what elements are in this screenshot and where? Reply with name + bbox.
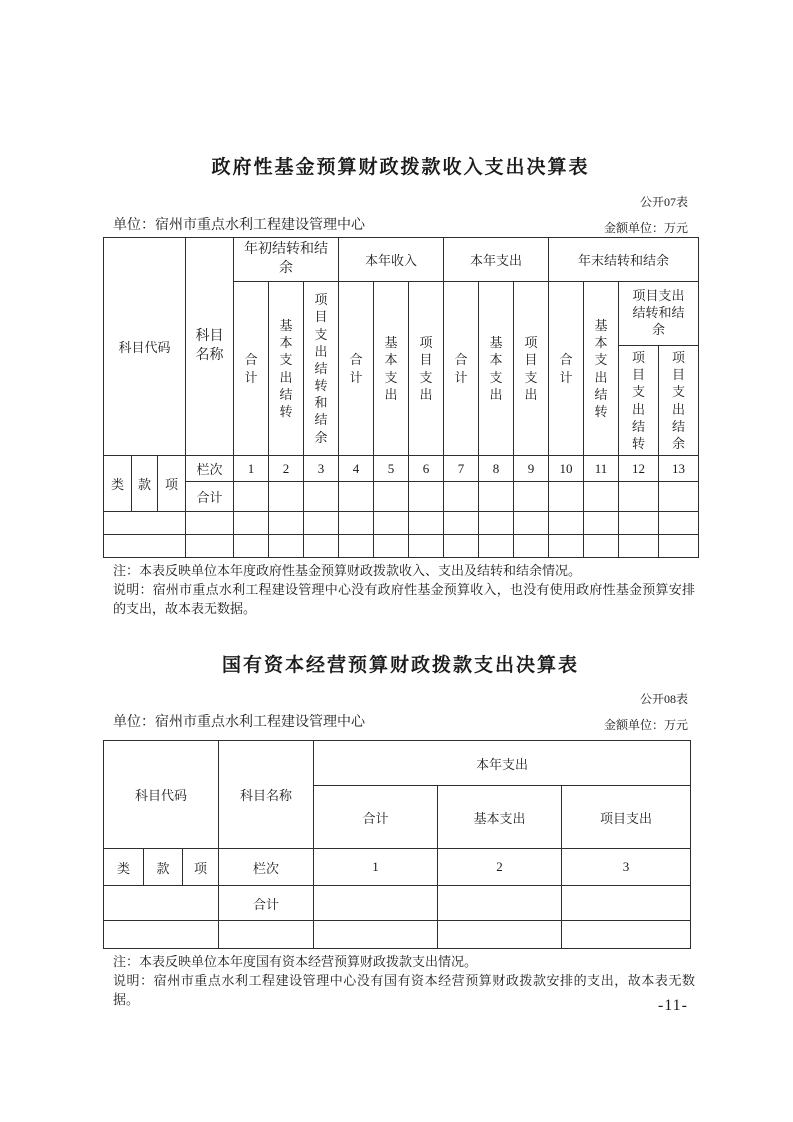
th-group-current-year-expense: 本年支出 — [314, 741, 691, 786]
th-subject-code: 科目代码 — [104, 741, 219, 849]
empty-cell — [186, 512, 234, 535]
empty-cell — [314, 921, 438, 949]
col-number: 4 — [339, 456, 374, 482]
empty-cell — [219, 921, 314, 949]
col-number: 6 — [409, 456, 444, 482]
empty-cell — [186, 535, 234, 558]
col-number: 3 — [562, 849, 691, 886]
th-class: 类 — [104, 456, 132, 512]
empty-cell — [479, 512, 514, 535]
col-number: 5 — [374, 456, 409, 482]
th-begin-basic-carryover: 基本支出结转 — [269, 282, 304, 456]
th-group-current-year-expense: 本年支出 — [444, 238, 549, 282]
empty-cell — [562, 886, 691, 921]
empty-cell — [234, 482, 269, 512]
empty-cell — [409, 512, 444, 535]
col-number: 3 — [304, 456, 339, 482]
empty-cell — [444, 535, 479, 558]
empty-code-cell — [104, 535, 186, 558]
th-group-current-year-income: 本年收入 — [339, 238, 444, 282]
table2-note-line: 注：本表反映单位本年度国有资本经营预算财政拨款支出情况。 — [113, 954, 478, 969]
table1-explain-line: 说明：宿州市重点水利工程建设管理中心没有政府性基金预算收入，也没有使用政府性基金预算安排的支出，故本表无数据。 — [113, 582, 695, 616]
empty-cell — [584, 512, 619, 535]
th-income-basic: 基本支出 — [374, 282, 409, 456]
col-number: 7 — [444, 456, 479, 482]
empty-cell — [444, 482, 479, 512]
table1-form-number: 公开07表 — [639, 195, 688, 209]
col-number: 13 — [659, 456, 699, 482]
total-row-label: 合计 — [219, 886, 314, 921]
table1-title: 政府性基金预算财政拨款收入支出决算表 — [211, 157, 590, 178]
table1-notes — [113, 561, 695, 618]
empty-cell — [514, 535, 549, 558]
empty-cell — [549, 482, 584, 512]
th-group-year-end-balance: 年末结转和结余 — [549, 238, 699, 282]
table2-form-number: 公开08表 — [639, 692, 688, 706]
empty-cell — [409, 535, 444, 558]
empty-cell — [269, 535, 304, 558]
th-end-project-carryover: 项目支出结转 — [619, 346, 659, 456]
table2-amount-unit-label: 金额单位：万元 — [603, 718, 688, 732]
th-end-basic-carryover: 基本支出结转 — [584, 282, 619, 456]
empty-cell — [562, 921, 691, 949]
th-lanci: 栏次 — [219, 849, 314, 886]
empty-cell — [619, 482, 659, 512]
col-number: 8 — [479, 456, 514, 482]
page-number: -11- — [657, 997, 688, 1014]
th-subject-code: 科目代码 — [104, 238, 186, 456]
th-expense-project: 项目支出 — [514, 282, 549, 456]
col-number: 2 — [269, 456, 304, 482]
empty-cell — [659, 482, 699, 512]
empty-cell — [339, 482, 374, 512]
empty-cell — [479, 535, 514, 558]
th-item: 项 — [158, 456, 186, 512]
empty-cell — [659, 535, 699, 558]
empty-cell — [304, 512, 339, 535]
th-expense-total: 合计 — [444, 282, 479, 456]
empty-cell — [444, 512, 479, 535]
begin-year-balance-text: 年初结转和结余 — [244, 242, 329, 276]
empty-cell — [269, 482, 304, 512]
th-income-total: 合计 — [339, 282, 374, 456]
th-end-project-subgroup: 项目支出结转和结余 — [619, 282, 699, 346]
table1-note-line: 注：本表反映单位本年度政府性基金预算财政拨款收入、支出及结转和结余情况。 — [113, 563, 582, 578]
col-number: 10 — [549, 456, 584, 482]
empty-cell — [374, 512, 409, 535]
table2-unit-label: 单位：宿州市重点水利工程建设管理中心 — [113, 715, 365, 730]
empty-cell — [659, 512, 699, 535]
th-group-begin-year-balance — [234, 238, 339, 282]
empty-cell — [584, 482, 619, 512]
table1-unit-label: 单位：宿州市重点水利工程建设管理中心 — [113, 218, 365, 233]
empty-cell — [438, 886, 562, 921]
empty-cell — [374, 535, 409, 558]
empty-cell — [514, 482, 549, 512]
col-number: 11 — [584, 456, 619, 482]
th-lanci: 栏次 — [186, 456, 234, 482]
empty-code-cell — [104, 886, 219, 921]
subject-name-text: 科目名称 — [195, 328, 224, 363]
empty-cell — [234, 512, 269, 535]
gov-fund-budget-table — [103, 237, 699, 558]
empty-cell — [304, 482, 339, 512]
empty-cell — [409, 482, 444, 512]
th-section: 款 — [132, 456, 158, 512]
total-row-label: 合计 — [186, 482, 234, 512]
empty-code-cell — [104, 921, 219, 949]
th-expense-basic: 基本支出 — [438, 786, 562, 849]
empty-cell — [234, 535, 269, 558]
th-end-project-balance: 项目支出结余 — [659, 346, 699, 456]
empty-code-cell — [104, 512, 186, 535]
th-end-total: 合计 — [549, 282, 584, 456]
th-section: 款 — [144, 849, 183, 886]
table1-amount-unit-label: 金额单位：万元 — [603, 221, 688, 235]
th-subject-name: 科目名称 — [219, 741, 314, 849]
th-expense-project: 项目支出 — [562, 786, 691, 849]
empty-cell — [514, 512, 549, 535]
empty-cell — [339, 512, 374, 535]
empty-cell — [549, 512, 584, 535]
empty-cell — [619, 535, 659, 558]
empty-cell — [479, 482, 514, 512]
empty-cell — [339, 535, 374, 558]
empty-cell — [269, 512, 304, 535]
th-expense-basic: 基本支出 — [479, 282, 514, 456]
col-number: 2 — [438, 849, 562, 886]
empty-cell — [438, 921, 562, 949]
table2-title: 国有资本经营预算财政拨款支出决算表 — [221, 655, 579, 676]
col-number: 12 — [619, 456, 659, 482]
empty-cell — [584, 535, 619, 558]
th-begin-total: 合计 — [234, 282, 269, 456]
empty-cell — [304, 535, 339, 558]
th-expense-total: 合计 — [314, 786, 438, 849]
table2-explain-line: 说明：宿州市重点水利工程建设管理中心没有国有资本经营预算财政拨款安排的支出，故本表无数据。 — [113, 973, 695, 1007]
state-capital-budget-table — [103, 740, 691, 949]
col-number: 1 — [314, 849, 438, 886]
th-item: 项 — [183, 849, 219, 886]
col-number: 9 — [514, 456, 549, 482]
th-class: 类 — [104, 849, 144, 886]
empty-cell — [619, 512, 659, 535]
th-subject-name — [186, 238, 234, 456]
th-begin-project-carryover-balance: 项目支出结转和结余 — [304, 282, 339, 456]
col-number: 1 — [234, 456, 269, 482]
empty-cell — [314, 886, 438, 921]
empty-cell — [549, 535, 584, 558]
th-income-project: 项目支出 — [409, 282, 444, 456]
empty-cell — [374, 482, 409, 512]
